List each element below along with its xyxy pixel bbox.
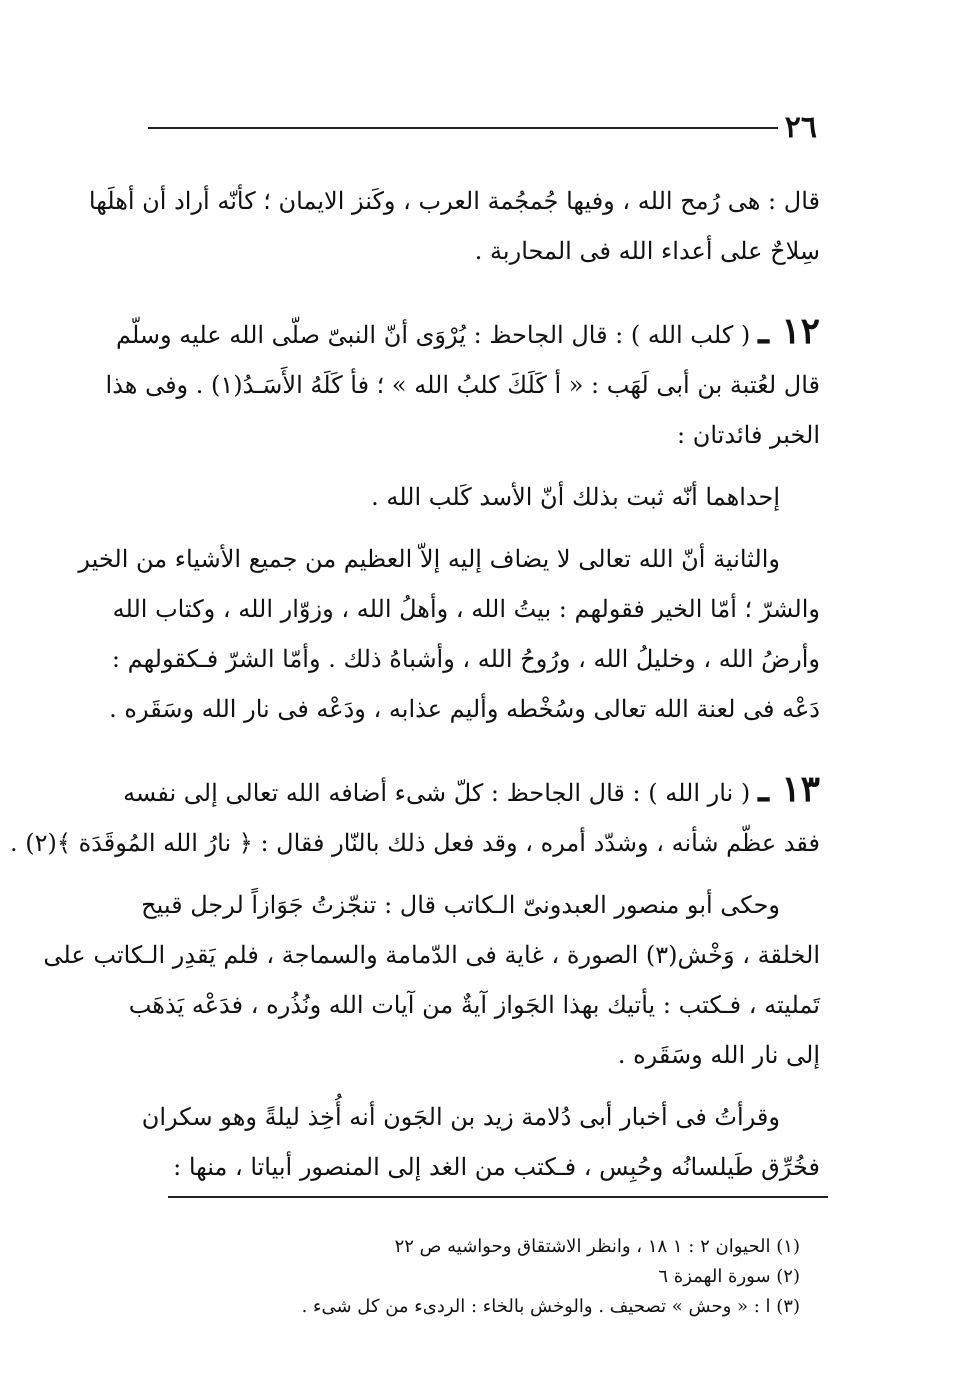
text-line: والثانية أنّ الله تعالى لا يضاف إليه إلاّ العظيم من جميع الأشياء من الخير <box>78 545 780 573</box>
text-line: وأرضُ الله ، وخليلُ الله ، ورُوحُ الله ، وأشباهُ ذلك . وأمّا الشرّ فـكقولهم : <box>111 645 820 673</box>
text-line: فقد عظّم شأنه ، وشدّد أمره ، وقد فعل ذلك بالنّار فقال : ﴿ نارُ الله المُوقَدَة ﴾(٢) . <box>10 829 820 857</box>
footnote: (٣) ا : « وحش » تصحيف . والوخش بالخاء : الردىء من كل شىء . <box>301 1296 800 1317</box>
paragraph <box>78 534 820 734</box>
text-line: الخبر فائدتان : <box>677 421 820 449</box>
footnote-rule <box>168 1196 828 1198</box>
text-line: والشرّ ؛ أمّا الخير فقولهم : بيتُ الله ، وأهلُ الله ، وزوّار الله ، وكتاب الله <box>112 595 820 623</box>
text-line: وقرأتُ فى أخبار أبى دُلامة زيد بن الجَون أنه أُخِذ ليلةً وهو سكران <box>141 1103 780 1131</box>
paragraph <box>150 472 820 522</box>
main-text <box>10 176 820 1204</box>
footnote: (١) الحيوان ٢ : ١ ١٨ ، وانظر الاشتقاق وحواشيه ص ٢٢ <box>394 1236 800 1257</box>
text-line: تَمليته ، فـكتب : يأتيك بهذا الجَواز آيةٌ من آيات الله ونُذُره ، فدَعْه يَذهَب <box>128 991 820 1019</box>
entry-13 <box>10 764 820 868</box>
entry-number: ١٢ ـ <box>758 310 820 352</box>
header-rule <box>148 127 778 129</box>
entry-number: ١٣ ـ <box>758 768 820 810</box>
footnotes <box>170 1232 800 1322</box>
text-line: قال لعُتبة بن أبى لَهَب : « أ كَلَكَ كلبُ الله » ؛ فأ كَلَهُ الأَسَـدُ(١) . وفى هذا <box>105 371 820 399</box>
text-line <box>123 764 820 818</box>
entry-heading-line: ( نار الله ) : قال الجاحظ : كلّ شىء أضافه الله تعالى إلى نفسه <box>123 779 751 807</box>
paragraph <box>141 1092 820 1192</box>
text-line: سِلاحٌ على أعداء الله فى المحاربة . <box>474 237 820 265</box>
text-line: إحداهما أنّه ثبت بذلك أنّ الأسد كَلب الله . <box>371 483 780 511</box>
footnote: (٢) سورة الهمزة ٦ <box>658 1266 800 1287</box>
text-line: فخُرِّق طَيلسانُه وحُبِس ، فـكتب من الغد إلى المنصور أبياتا ، منها : <box>173 1153 820 1181</box>
page-number: ٢٦ <box>784 110 817 145</box>
text-line: إلى نار الله وسَقَره . <box>617 1041 820 1069</box>
paragraph <box>88 176 820 276</box>
entry-heading-line: ( كلب الله ) : قال الجاحظ : يُرْوَى أنّ النبىّ صلّى الله عليه وسلّم <box>116 321 751 349</box>
text-line: الخلقة ، وَخْش(٣) الصورة ، غاية فى الدّمامة والسماجة ، فلم يَقدِر الـكاتب على <box>43 941 820 969</box>
text-line <box>116 306 820 360</box>
entry-12 <box>105 306 820 460</box>
paragraph <box>43 880 820 1080</box>
text-line: وحكى أبو منصور العبدونىّ الـكاتب قال : تنجّزتُ جَوَازاً لرجل قبيح <box>141 891 780 919</box>
text-line: دَعْه فى لعنة الله تعالى وسُخْطه وأليم عذابه ، ودَعْه فى نار الله وسَقَره . <box>109 695 820 723</box>
text-line: قال : هى رُمح الله ، وفيها جُمجُمة العرب ، وكَنز الايمان ؛ كأنّه أراد أن أهلَها <box>88 187 820 215</box>
